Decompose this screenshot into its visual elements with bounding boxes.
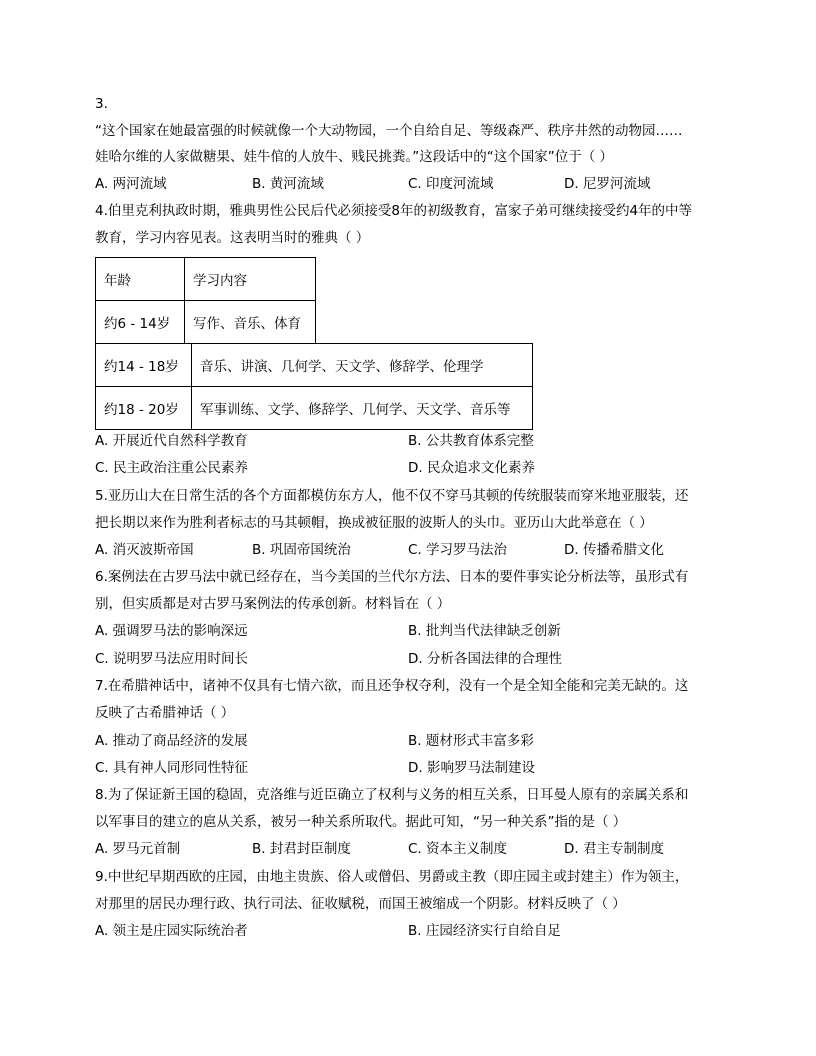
table-cell-content: 音乐、讲演、几何学、天文学、修辞学、伦理学	[192, 344, 533, 387]
q4-table-bottom	[95, 343, 533, 430]
q5-option-c: C. 学习罗马法治	[408, 542, 508, 558]
table-row	[96, 344, 533, 387]
q6-stem-line2: 别，但实质都是对古罗马案例法的传承创新。材料旨在（ ）	[95, 596, 451, 612]
q5-stem-line1: 5.亚历山大在日常生活的各个方面都模仿东方人，他不仅不穿马其顿的传统服装而穿米地亚服装，还	[95, 488, 689, 504]
q4-option-b: B. 公共教育体系完整	[408, 433, 534, 449]
q5-option-a: A. 消灭波斯帝国	[95, 542, 194, 558]
q7-option-c: C. 具有神人同形同性特征	[95, 760, 249, 776]
q6-stem-line1: 6.案例法在古罗马法中就已经存在，当今美国的兰代尔方法、日本的要件事实论分析法等，虽形式有	[95, 569, 689, 585]
q8-option-b: B. 封君封臣制度	[252, 841, 351, 857]
q8-option-a: A. 罗马元首制	[95, 841, 181, 857]
q4-stem-line2: 教育，学习内容见表。这表明当时的雅典（ ）	[95, 230, 370, 246]
q6-option-a: A. 强调罗马法的影响深远	[95, 623, 248, 639]
q4-option-c: C. 民主政治注重公民素养	[95, 460, 249, 476]
q6-option-b: B. 批判当代法律缺乏创新	[408, 623, 561, 639]
q7-stem-line1: 7.在希腊神话中，诸神不仅具有七情六欲，而且还争权夺利，没有一个是全知全能和完美无缺的。这	[95, 678, 689, 694]
q8-option-c: C. 资本主义制度	[408, 841, 508, 857]
q4-table-top	[95, 257, 316, 344]
table-cell-age: 约6 - 14岁	[96, 301, 185, 344]
table-header-content: 学习内容	[185, 258, 316, 301]
q7-stem-line2: 反映了古希腊神话（ ）	[95, 705, 235, 721]
q9-stem-line1: 9.中世纪早期西欧的庄园，由地主贵族、俗人或僧侣、男爵或主教（即庄园主或封建主）作为领主，	[95, 869, 689, 885]
q3-number: 3.	[95, 96, 108, 112]
table-header-age: 年龄	[96, 258, 185, 301]
q4-option-d: D. 民众追求文化素养	[408, 460, 535, 476]
q4-stem-line1: 4.伯里克利执政时期，雅典男性公民后代必须接受8年的初级教育，富家子弟可继续接受约4年的中等	[95, 203, 693, 219]
q4-option-a: A. 开展近代自然科学教育	[95, 433, 248, 449]
q3-option-a: A. 两河流域	[95, 176, 167, 192]
q5-stem-line2: 把长期以来作为胜利者标志的马其顿帽，换成被征服的波斯人的头巾。亚历山大此举意在（ ）	[95, 515, 653, 531]
q3-option-c: C. 印度河流域	[408, 176, 494, 192]
q7-option-b: B. 题材形式丰富多彩	[408, 733, 534, 749]
q8-stem-line2: 以军事目的建立的扈从关系，被另一种关系所取代。据此可知，“另一种关系”指的是（ ）	[95, 814, 627, 830]
q9-option-b: B. 庄园经济实行自给自足	[408, 923, 561, 939]
table-cell-age: 约18 - 20岁	[96, 387, 192, 430]
q6-option-c: C. 说明罗马法应用时间长	[95, 651, 249, 667]
q7-option-a: A. 推动了商品经济的发展	[95, 733, 248, 749]
table-row	[96, 301, 316, 344]
table-row	[96, 387, 533, 430]
q3-stem-line1: “这个国家在她最富强的时候就像一个大动物园，一个自给自足、等级森严、秩序井然的动物园……	[95, 123, 683, 139]
table-cell-content: 写作、音乐、体育	[185, 301, 316, 344]
q5-option-d: D. 传播希腊文化	[564, 542, 664, 558]
table-cell-age: 约14 - 18岁	[96, 344, 192, 387]
q3-option-b: B. 黄河流域	[252, 176, 324, 192]
table-cell-content: 军事训练、文学、修辞学、几何学、天文学、音乐等	[192, 387, 533, 430]
q9-stem-line2: 对那里的居民办理行政、执行司法、征收赋税，而国王被缩成一个阴影。材料反映了（ ）	[95, 896, 626, 912]
q3-stem-line2: 娃哈尔维的人家做糖果、娃牛倌的人放牛、贱民挑粪。”这段话中的“这个国家”位于（ ）	[95, 149, 614, 165]
q9-option-a: A. 领主是庄园实际统治者	[95, 923, 248, 939]
q8-stem-line1: 8.为了保证新王国的稳固，克洛维与近臣确立了权利与义务的相互关系，日耳曼人原有的亲属关系和	[95, 787, 689, 803]
table-row	[96, 258, 316, 301]
q8-option-d: D. 君主专制制度	[564, 841, 664, 857]
q7-option-d: D. 影响罗马法制建设	[408, 760, 535, 776]
q3-option-d: D. 尼罗河流域	[564, 176, 651, 192]
q6-option-d: D. 分析各国法律的合理性	[408, 651, 562, 667]
q5-option-b: B. 巩固帝国统治	[252, 542, 351, 558]
